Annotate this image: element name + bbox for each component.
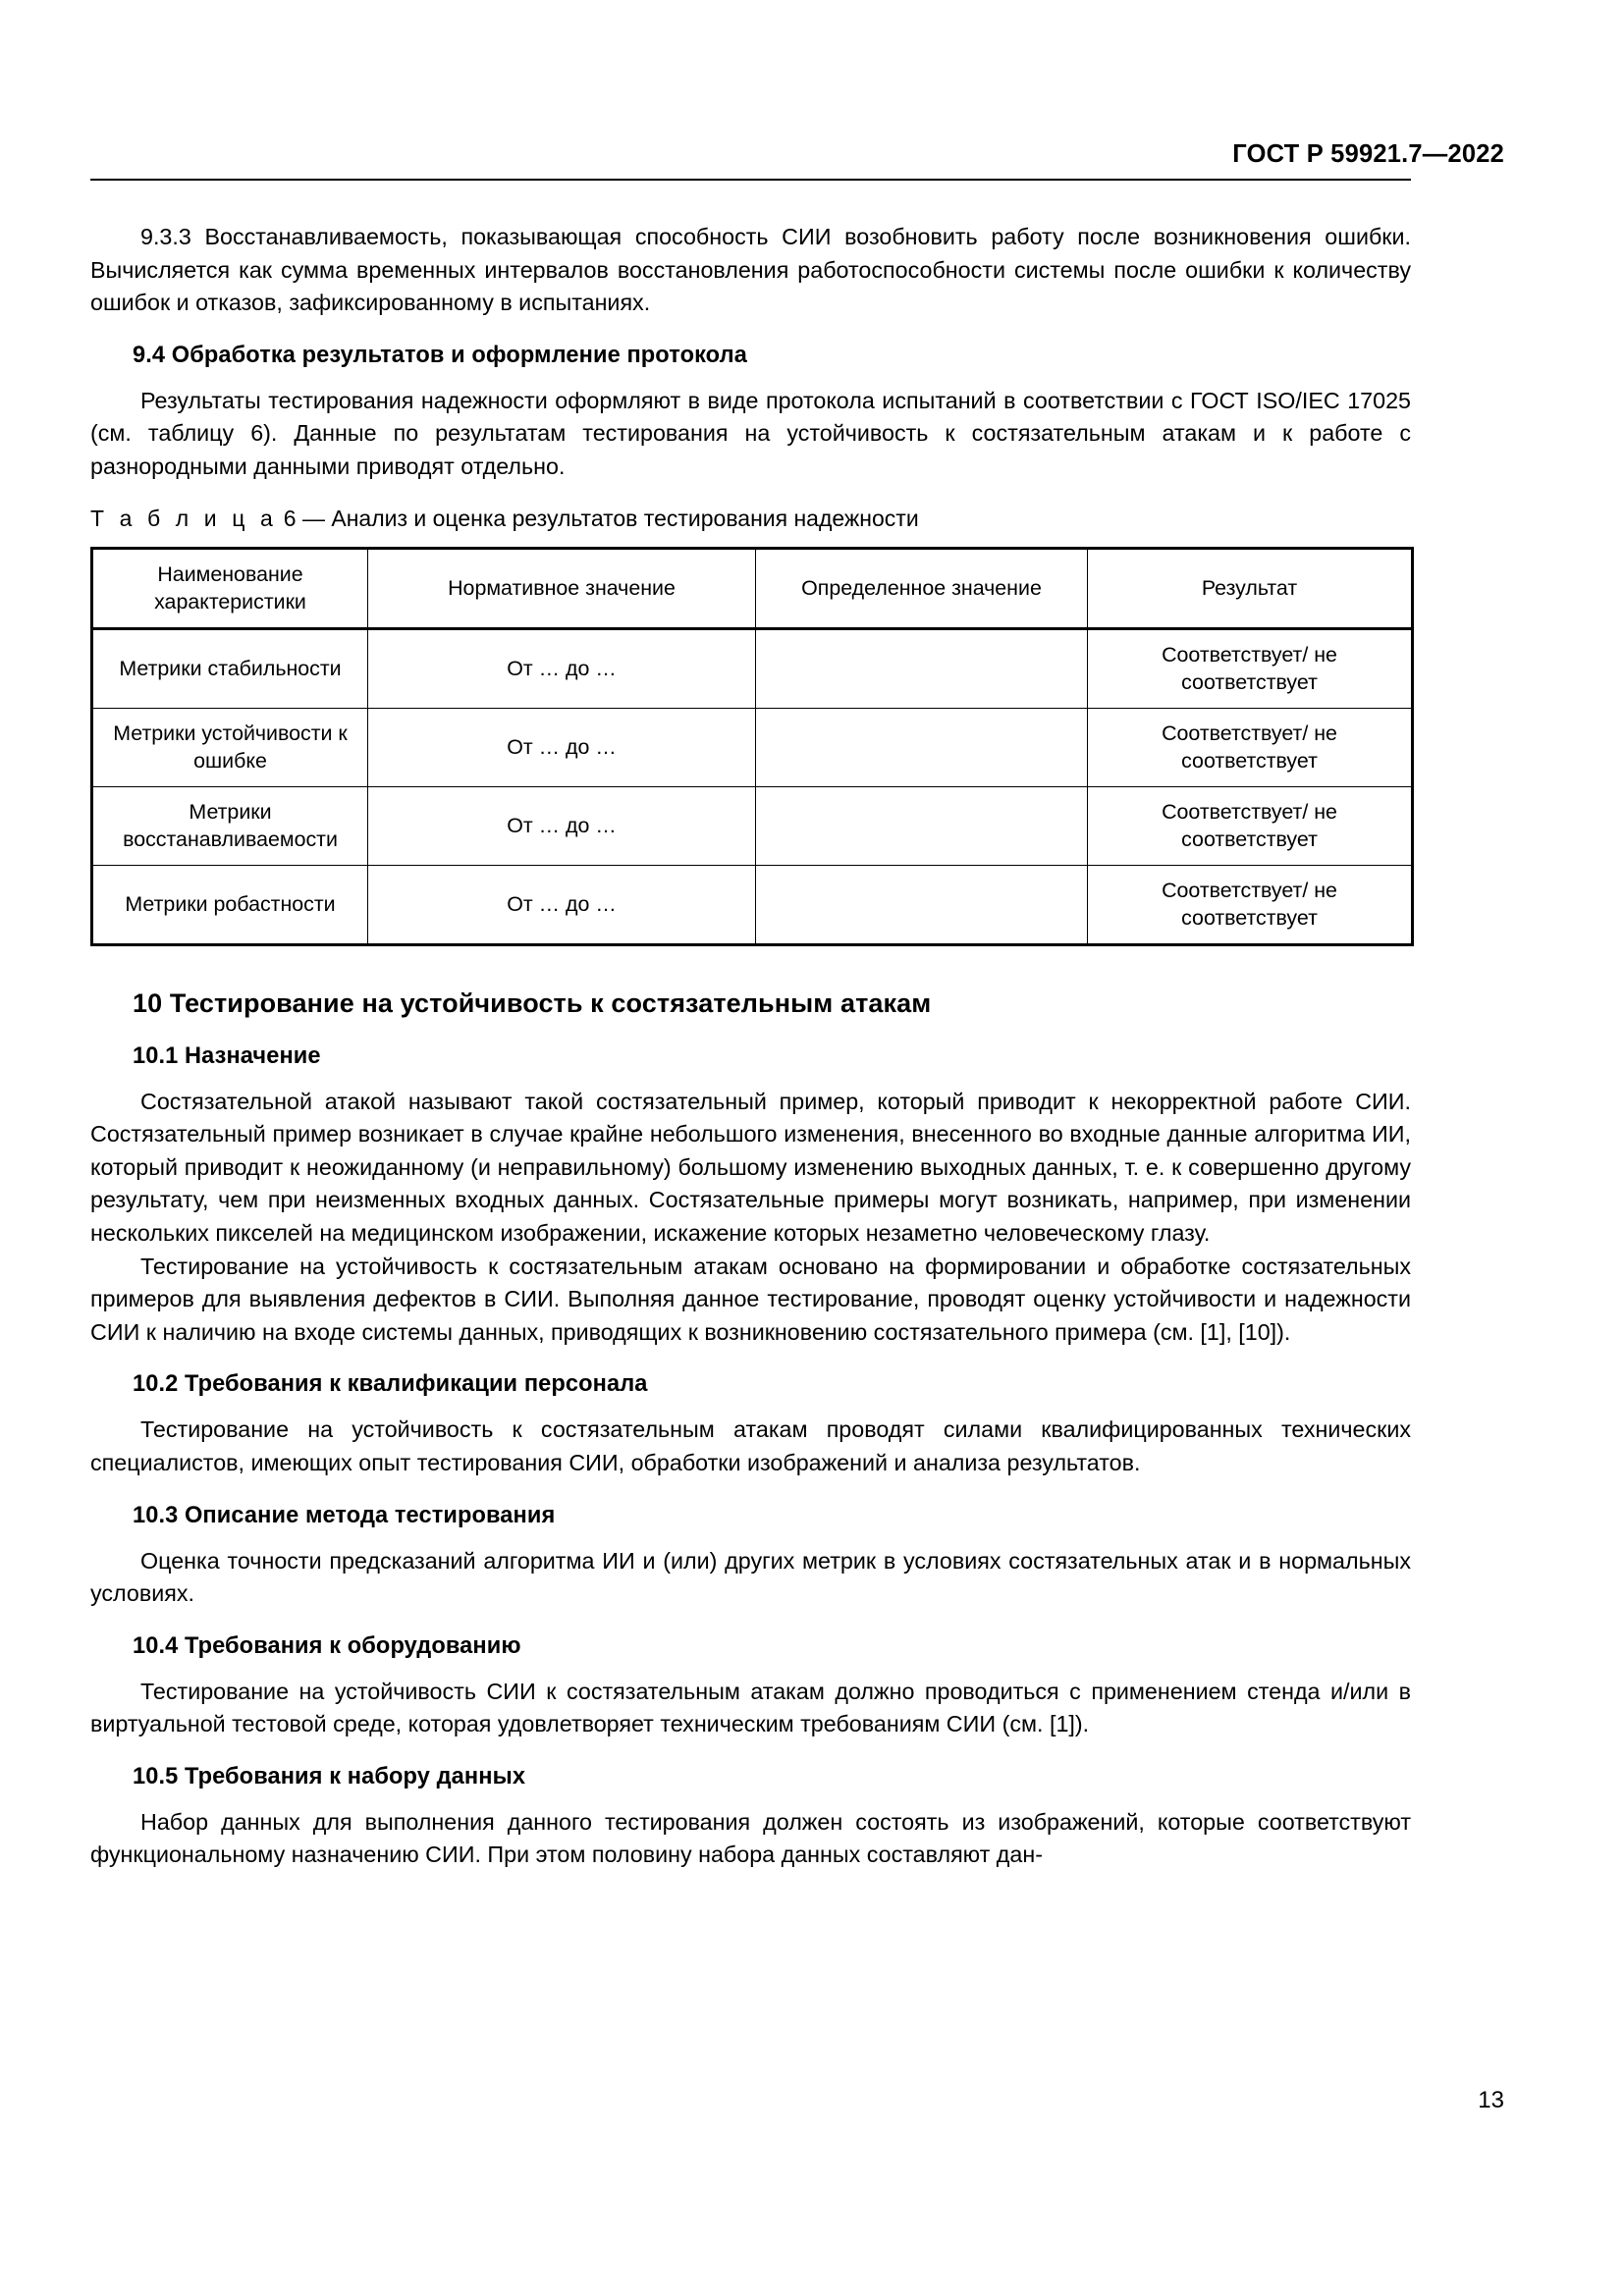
page-number: 13 <box>1478 2087 1504 2113</box>
column-header-result: Результат <box>1088 548 1413 628</box>
cell-determined-value <box>756 786 1088 865</box>
heading-10-3: 10.3 Описание метода тестирования <box>133 1502 556 1528</box>
spacer <box>90 1401 1411 1414</box>
cell-normative-value: От … до … <box>368 708 756 786</box>
spacer <box>90 1073 1411 1086</box>
cell-normative-value: От … до … <box>368 865 756 944</box>
paragraph-10-4: Тестирование на устойчивость СИИ к состязательным атакам должно проводиться с применением стенда и/или в виртуальной тестовой среде, которая удовлетворяет техническим требованиям СИИ (см. [1]). <box>90 1678 1411 1737</box>
column-header-normative-value: Нормативное значение <box>368 548 756 628</box>
cell-characteristic: Метрики робастности <box>92 865 368 944</box>
cell-normative-value: От … до … <box>368 786 756 865</box>
spacer <box>90 1663 1411 1676</box>
table-row <box>92 865 1413 944</box>
cell-determined-value <box>756 708 1088 786</box>
paragraph-10-3: Оценка точности предсказаний алгоритма ИИ и (или) других метрик в условиях состязательных атак и в нормальных условиях. <box>90 1547 1411 1607</box>
table-caption-number: 6 <box>283 505 297 531</box>
paragraph-9-3-3: 9.3.3 Восстанавливаемость, показывающая способность СИИ возобновить работу после возникновения ошибки. Вычисляется как сумма временных интервалов восстановления работоспособности системы после ошибки к количеству ошибок и отказов, зафиксированному в испытаниях. <box>90 224 1411 316</box>
heading-10-5: 10.5 Требования к набору данных <box>133 1763 526 1789</box>
table-6-caption <box>90 504 1411 534</box>
spacer <box>90 1793 1411 1806</box>
heading-10-2: 10.2 Требования к квалификации персонала <box>133 1371 648 1398</box>
paragraph-10-5: Набор данных для выполнения данного тестирования должен состоять из изображений, которые соответствуют функциональному назначению СИИ. При этом половину набора данных составляют дан- <box>90 1808 1411 1868</box>
table-body <box>92 628 1413 944</box>
cell-result: Соответствует/ не соответствует <box>1088 786 1413 865</box>
paragraph-10-1-a: Состязательной атакой называют такой состязательный пример, который приводит к некорректной работе СИИ. Состязательный пример возникает в случае крайне небольшого изменения, внесенного во входные данные алгоритма ИИ, который приводит к неожиданному (и неправильному) большому изменению выходных данных, т. е. к совершенно другому результату, чем при неизменных входных данных. Состязательные примеры могут возникать, например, при изменении нескольких пикселей на медицинском изображении, искажение которых незаметно человеческому глазу. <box>90 1088 1411 1246</box>
cell-characteristic: Метрики устойчивости к ошибке <box>92 708 368 786</box>
table-6 <box>90 547 1414 946</box>
table-header-row <box>92 548 1413 628</box>
column-header-characteristic: Наименование характеристики <box>92 548 368 628</box>
table-row <box>92 708 1413 786</box>
paragraph-10-1-b: Тестирование на устойчивость к состязательным атакам основано на формировании и обработке состязательных примеров для выявления дефектов в СИИ. Выполняя данное тестирование, проводят оценку устойчивости и надежности СИИ к наличию на входе системы данных, приводящих к возникновению состязательного примера (см. [1], [10]). <box>90 1253 1411 1345</box>
table-caption-title: — Анализ и оценка результатов тестирования надежности <box>301 505 919 531</box>
cell-determined-value <box>756 865 1088 944</box>
spacer <box>90 946 1411 986</box>
table-caption-label: Т а б л и ц а <box>90 505 278 531</box>
cell-result: Соответствует/ не соответствует <box>1088 865 1413 944</box>
spacer <box>90 1021 1411 1041</box>
spacer <box>90 484 1411 504</box>
spacer <box>90 534 1411 547</box>
table-header <box>92 548 1413 628</box>
heading-10-1: 10.1 Назначение <box>133 1042 321 1069</box>
cell-normative-value: От … до … <box>368 628 756 708</box>
cell-determined-value <box>756 628 1088 708</box>
page-content <box>90 221 1411 1872</box>
cell-characteristic: Метрики стабильности <box>92 628 368 708</box>
cell-result: Соответствует/ не соответствует <box>1088 628 1413 708</box>
running-header-standard-number: ГОСТ Р 59921.7—2022 <box>1232 140 1504 168</box>
spacer <box>90 320 1411 340</box>
heading-10-4: 10.4 Требования к оборудованию <box>133 1632 521 1659</box>
cell-characteristic: Метрики восстанавливаемости <box>92 786 368 865</box>
table-row <box>92 628 1413 708</box>
spacer <box>90 1741 1411 1761</box>
paragraph-9-4: Результаты тестирования надежности оформляют в виде протокола испытаний в соответствии с ГОСТ ISO/IEC 17025 (см. таблицу 6). Данные по результатам тестирования на устойчивость к состязательным атакам и к работе с разнородными данными приводят отдельно. <box>90 387 1411 479</box>
header-rule <box>90 179 1411 181</box>
heading-9-4: 9.4 Обработка результатов и оформление протокола <box>133 342 747 368</box>
heading-10: 10 Тестирование на устойчивость к состязательным атакам <box>133 988 932 1018</box>
cell-result: Соответствует/ не соответствует <box>1088 708 1413 786</box>
spacer <box>90 1349 1411 1368</box>
column-header-determined-value: Определенное значение <box>756 548 1088 628</box>
spacer <box>90 372 1411 385</box>
table-row <box>92 786 1413 865</box>
spacer <box>90 1480 1411 1500</box>
paragraph-10-2: Тестирование на устойчивость к состязательным атакам проводят силами квалифицированных технических специалистов, имеющих опыт тестирования СИИ, обработки изображений и анализа результатов. <box>90 1416 1411 1475</box>
spacer <box>90 1532 1411 1545</box>
spacer <box>90 1611 1411 1630</box>
